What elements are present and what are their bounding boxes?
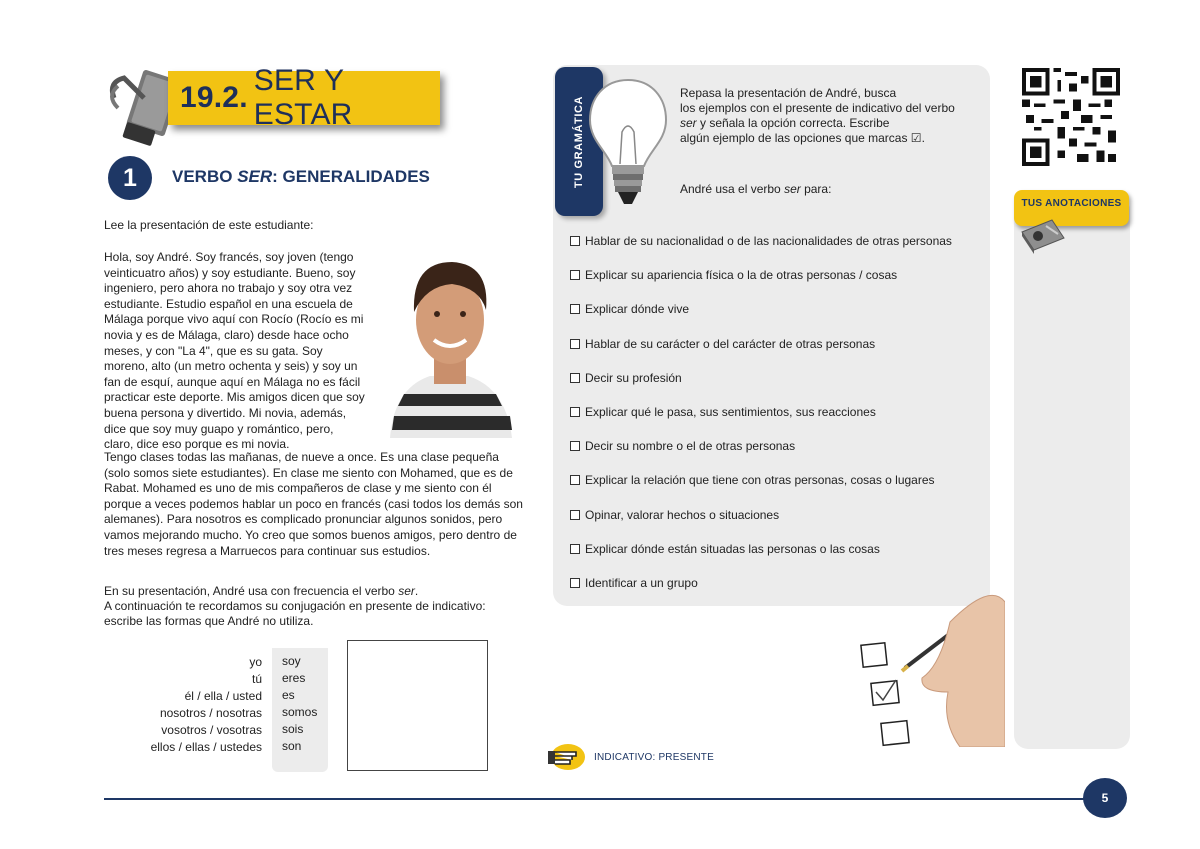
hand-checkbox-illustration bbox=[850, 582, 1005, 747]
checkbox[interactable] bbox=[570, 544, 580, 554]
grammar-instructions bbox=[680, 86, 985, 146]
section-title-prefix: VERBO bbox=[172, 167, 238, 186]
notes-column bbox=[1014, 196, 1130, 749]
uses-prefix: André usa el verbo bbox=[680, 182, 785, 196]
instruction-line-3: y señala la opción correcta. Escribe bbox=[696, 116, 890, 130]
option-item[interactable] bbox=[570, 371, 980, 405]
checkbox[interactable] bbox=[570, 339, 580, 349]
option-item[interactable] bbox=[570, 473, 980, 507]
option-item[interactable] bbox=[570, 439, 980, 473]
chapter-title-banner bbox=[168, 64, 440, 131]
uses-verb: ser bbox=[784, 182, 801, 196]
verb-form-item: somos bbox=[282, 705, 318, 719]
option-label: Hablar de su nacionalidad o de las nacionalidades de otras personas bbox=[585, 234, 952, 248]
option-label: Explicar dónde vive bbox=[585, 302, 690, 317]
checkbox[interactable] bbox=[570, 510, 580, 520]
option-label: Decir su nombre o el de otras personas bbox=[585, 439, 796, 454]
instruction-line-1: Repasa la presentación de André, busca bbox=[680, 86, 897, 100]
verb-forms-list bbox=[272, 648, 328, 772]
option-item[interactable] bbox=[570, 542, 980, 576]
chapter-number: 19.2. bbox=[180, 81, 248, 114]
page-number-badge: 5 bbox=[1083, 778, 1127, 818]
reading-paragraph-2: Tengo clases todas las mañanas, de nueve a once. Es una clase pequeña (solo somos siete estudiantes). En clase me siento con Mohamed, que es de Rabat. Mohamed es uno de mis compañeros de clase y me siento con él porque a veces podemos hablar un poco en francés (casi todos los demás son alemanes). Para nosotros es complicado pronunciar algunos sonidos, pero vamos mejorando mucho. Yo creo que somos buenos amigos, pero dentro de tres meses regresa a Marruecos para continuar sus estudios. bbox=[104, 450, 523, 558]
chapter-title: SER Y ESTAR bbox=[253, 64, 353, 131]
conjugation-intro-line-2: A continuación te recordamos su conjugación en presente de indicativo: bbox=[104, 599, 486, 613]
checkbox[interactable] bbox=[570, 304, 580, 314]
instruction-verb: ser bbox=[680, 116, 697, 130]
verb-form-item: son bbox=[282, 739, 302, 753]
reading-intro: Lee la presentación de este estudiante: bbox=[104, 218, 314, 232]
option-label: Explicar qué le pasa, sus sentimientos, sus reacciones bbox=[585, 404, 876, 419]
checkbox[interactable] bbox=[570, 407, 580, 417]
pointing-hand-icon bbox=[546, 742, 586, 772]
option-label: Opinar, valorar hechos o situaciones bbox=[585, 507, 780, 522]
option-item[interactable] bbox=[570, 337, 980, 371]
instruction-line-4: algún ejemplo de las opciones que marcas ☑. bbox=[680, 131, 925, 145]
conjugation-intro bbox=[104, 584, 534, 629]
section-title-suffix: : GENERALIDADES bbox=[272, 167, 430, 186]
pronoun-list bbox=[104, 654, 262, 756]
verb-form-item: eres bbox=[282, 671, 306, 685]
conjugation-intro-line-1: En su presentación, André usa con frecuencia el verbo bbox=[104, 584, 399, 598]
conjugation-intro-line-3: escribe las formas que André no utiliza. bbox=[104, 614, 314, 628]
pronoun-item: ellos / ellas / ustedes bbox=[150, 740, 262, 754]
pronoun-item: yo bbox=[249, 655, 262, 669]
checkbox[interactable] bbox=[570, 236, 580, 246]
option-label: Decir su profesión bbox=[585, 370, 682, 385]
conjugation-intro-verb: ser bbox=[398, 584, 415, 598]
verb-form-item: soy bbox=[282, 654, 301, 668]
checkbox[interactable] bbox=[570, 270, 580, 280]
instruction-line-2: los ejemplos con el presente de indicativo del verbo bbox=[680, 101, 955, 115]
option-label: Explicar su apariencia física o la de otras personas / cosas bbox=[585, 268, 898, 283]
pronoun-item: él / ella / usted bbox=[184, 689, 262, 703]
lightbulb-icon bbox=[586, 76, 670, 212]
reference-label: INDICATIVO: PRESENTE bbox=[594, 752, 714, 763]
pronoun-item: tú bbox=[251, 672, 262, 686]
grammar-tab-label: TU GRAMÁTICA bbox=[573, 95, 585, 188]
notes-tab: TUS ANOTACIONES bbox=[1014, 190, 1129, 226]
option-item[interactable] bbox=[570, 508, 980, 542]
option-item[interactable] bbox=[570, 302, 980, 336]
option-item[interactable] bbox=[570, 234, 980, 268]
pronoun-item: nosotros / nosotras bbox=[159, 706, 262, 720]
footer-divider bbox=[104, 798, 1094, 800]
checkbox[interactable] bbox=[570, 475, 580, 485]
checkbox[interactable] bbox=[570, 578, 580, 588]
option-label: Explicar dónde están situadas las personas o las cosas bbox=[585, 541, 880, 556]
option-label: Explicar la relación que tiene con otras personas, cosas o lugares bbox=[585, 473, 935, 488]
reading-paragraph-1: Hola, soy André. Soy francés, soy joven (tengo veinticuatro años) y soy estudiante. Bueno, soy ingeniero, pero ahora no trabajo y soy otra vez estudiante. Estudio español en una escuela de Málaga porque vivo aquí con Rocío (Rocío es mi novia y es de Málaga, claro) desde hace ocho meses, y con "La 4", que es su gata. Soy moreno, alto (un metro ochenta y seis) y soy un fan de esquí, aunque aquí en Málaga no es fácil practicar este deporte. Mis amigos dicen que soy buena persona y divertido. Mi novia, además, dice que soy muy guapo y romántico, pero, claro, dice eso porque es mi novia. bbox=[104, 250, 365, 452]
section-number-badge: 1 bbox=[108, 156, 152, 200]
qr-code-icon bbox=[1022, 68, 1120, 166]
verb-form-item: sois bbox=[282, 722, 304, 736]
verb-form-item: es bbox=[282, 688, 295, 702]
checkbox[interactable] bbox=[570, 373, 580, 383]
conjugation-intro-period: . bbox=[414, 584, 419, 598]
uses-suffix: para: bbox=[800, 182, 832, 196]
pronoun-item: vosotros / vosotras bbox=[161, 723, 262, 737]
option-label: Identificar a un grupo bbox=[585, 575, 698, 590]
student-photo bbox=[382, 248, 516, 438]
option-label: Hablar de su carácter o del carácter de otras personas bbox=[585, 336, 876, 351]
section-title bbox=[172, 167, 430, 187]
section-title-verb: SER bbox=[237, 167, 273, 186]
checkbox[interactable] bbox=[570, 441, 580, 451]
uses-heading bbox=[680, 182, 831, 196]
option-item[interactable] bbox=[570, 405, 980, 439]
answer-writing-box[interactable] bbox=[347, 640, 488, 771]
pencil-sharpener-icon bbox=[1018, 212, 1068, 254]
option-item[interactable] bbox=[570, 268, 980, 302]
option-list bbox=[570, 234, 980, 610]
